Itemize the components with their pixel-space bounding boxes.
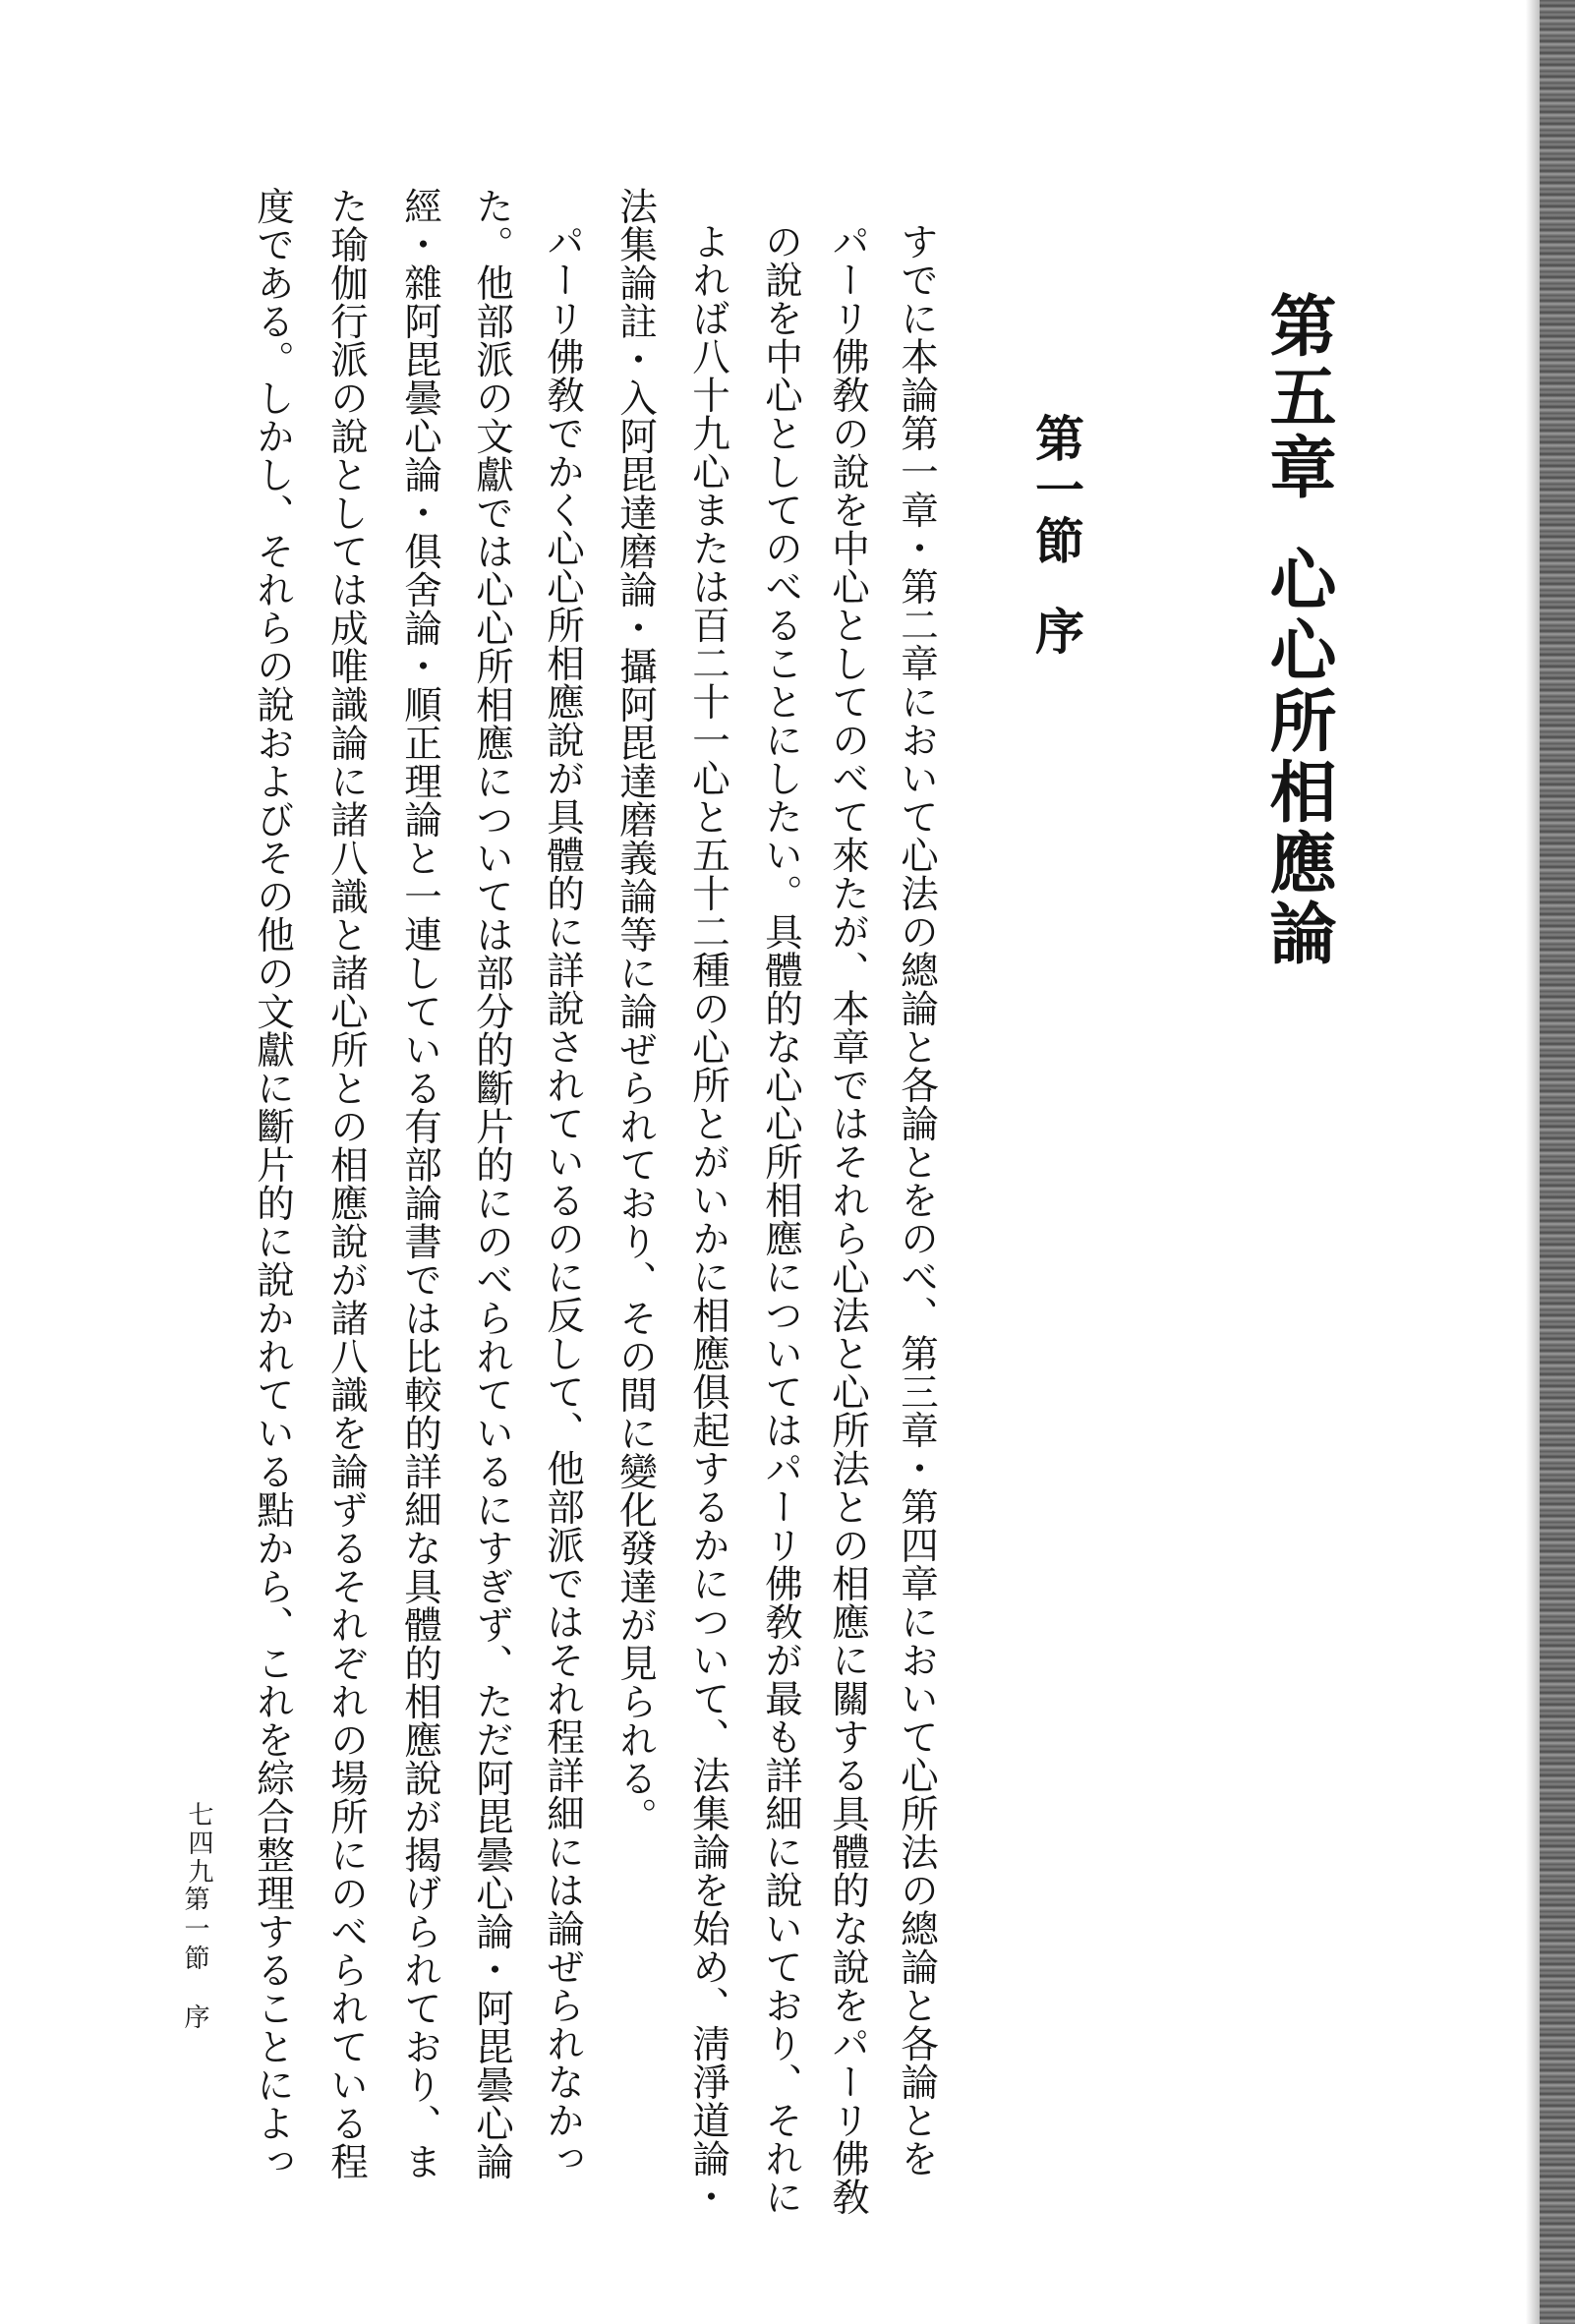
running-head (177, 1886, 213, 2033)
body-line-4: よれば八十九心または百二十一心と五十二種の心所とがいかに相應俱起するかについて、法集論を始め、淸淨道論・ (686, 222, 730, 2216)
body-line-10: 度である。しかし、それらの說およびその他の文獻に斷片的に說かれている點から、これを綜合整理することによっ (251, 187, 295, 2180)
body-line-5: 法集論註・入阿毘達磨論・攝阿毘達磨義論等に論ぜられており、その間に變化發達が見られる。 (613, 187, 658, 1835)
body-line-3: の說を中心としてのべることにしたい。具體的な心心所相應についてはパーリ佛敎が最も詳細に說いており、それに (759, 222, 803, 2216)
body-line-9: た瑜伽行派の說としては成唯識論に諸八識と諸心所との相應說が諸八識を論ずるそれぞれの場所にのべられている程 (324, 187, 369, 2180)
chapter-name: 心心所相應論 (1258, 545, 1337, 969)
section-name: 序 (1027, 606, 1085, 657)
chapter-title (1251, 291, 1346, 969)
body-line-2: パーリ佛敎の說を中心としてのべて來たが、本章ではそれら心法と心所法との相應に關する具體的な說をパーリ佛敎 (826, 222, 870, 2216)
body-line-8: 經・雜阿毘曇心論・俱舍論・順正理論と一連している有部論書では比較的詳細な具體的相應說が揭げられており、ま (398, 187, 442, 2180)
page-number: 七四九 (184, 1801, 213, 1887)
running-head-section: 第一節 (180, 1886, 209, 1974)
chapter-number: 第五章 (1258, 291, 1337, 503)
running-head-title: 序 (180, 2004, 209, 2033)
section-heading (1021, 413, 1091, 657)
scan-edge-shadow (1526, 0, 1540, 2324)
section-number: 第一節 (1027, 413, 1085, 566)
body-line-7: た。他部派の文獻では心心所相應については部分的斷片的にのべられているにすぎず、ただ阿毘曇心論・阿毘曇心論 (470, 187, 514, 2180)
body-line-1: すでに本論第一章・第二章において心法の總論と各論とをのべ、第三章・第四章において心所法の總論と各論とを (895, 222, 939, 2178)
scan-edge (1540, 0, 1575, 2324)
body-line-6: パーリ佛敎でかく心心所相應說が具體的に詳說されているのに反して、他部派ではそれ程詳細には論ぜられなかっ (541, 222, 585, 2178)
